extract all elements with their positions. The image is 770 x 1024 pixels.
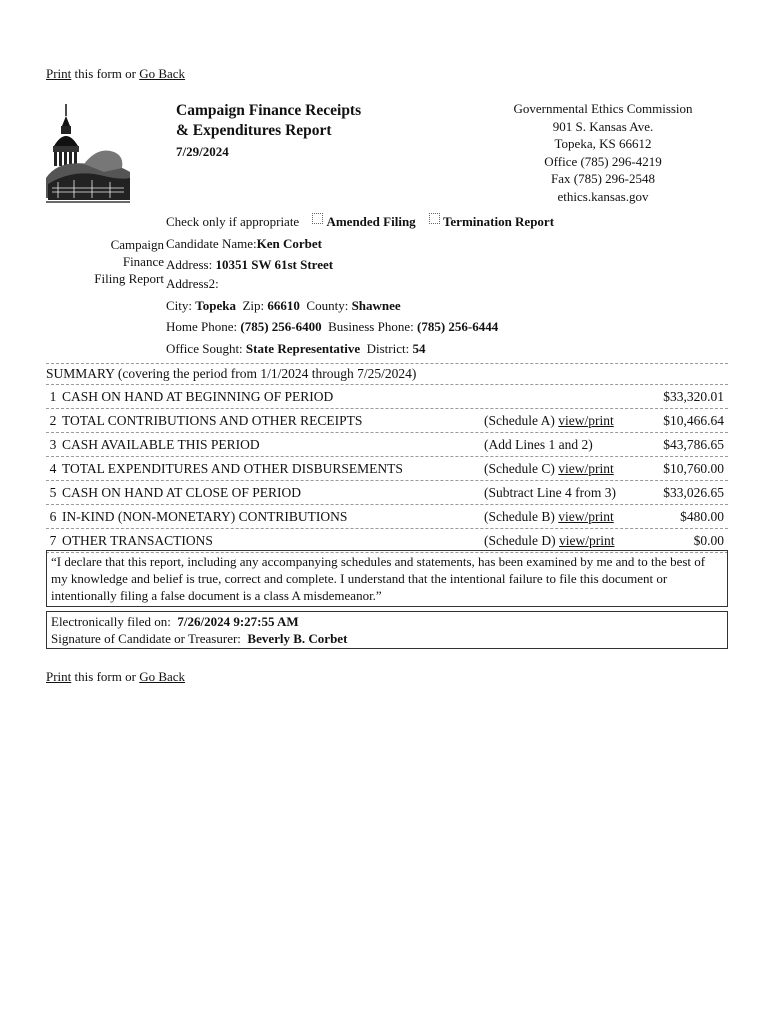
agency-website: ethics.kansas.gov — [557, 188, 649, 204]
agency-office-phone: Office (785) 296-4219 — [544, 153, 662, 169]
city-value: Topeka — [195, 298, 236, 313]
agency-address — [490, 100, 716, 205]
district-value: 54 — [412, 341, 426, 356]
side-label-campaign: Campaign — [110, 237, 164, 252]
business-phone-label: Business Phone: — [328, 319, 414, 334]
signature-value: Beverly B. Corbet — [247, 631, 348, 646]
candidate-phone-line — [166, 319, 498, 335]
summary-row — [46, 433, 728, 457]
summary-table — [46, 363, 728, 553]
print-link-bottom[interactable]: Print — [46, 669, 72, 684]
schedule-cell — [484, 509, 614, 525]
go-back-link[interactable]: Go Back — [139, 66, 186, 81]
top-nav — [46, 66, 185, 82]
schedule-ref: (Add Lines 1 and 2) — [484, 437, 593, 452]
nav-text-bottom: this form or — [74, 669, 136, 684]
line-amount: $43,786.65 — [663, 437, 724, 452]
filed-on-line — [51, 613, 723, 630]
summary-rows — [46, 385, 728, 553]
capitol-seal-icon — [44, 102, 132, 206]
amended-filing-label: Amended Filing — [326, 214, 416, 229]
home-phone-value: (785) 256-6400 — [240, 319, 322, 334]
report-title-line1: Campaign Finance Receipts — [176, 102, 362, 119]
zip-value: 66610 — [267, 298, 300, 313]
agency-name: Governmental Ethics Commission — [513, 101, 693, 116]
schedule-ref: (Schedule C) — [484, 461, 555, 476]
report-title-line2: & Expenditures Report — [176, 122, 332, 139]
agency-street: 901 S. Kansas Ave. — [552, 118, 654, 134]
declaration-text: “I declare that this report, including any accompanying schedules and statements, has been examined by me and to the best of my knowledge and belief is true, correct and complete. I understand that the intentional failure to file this document or intentionally filing a false document is a class A misdemeanor.” — [51, 554, 706, 603]
report-title-block — [176, 101, 361, 160]
nav-text: this form or — [74, 66, 136, 81]
filing-type-intro: Check only if appropriate — [166, 214, 300, 229]
summary-row — [46, 481, 728, 505]
schedule-cell — [484, 437, 593, 453]
county-value: Shawnee — [351, 298, 401, 313]
summary-row — [46, 505, 728, 529]
filed-on-value: 7/26/2024 9:27:55 AM — [177, 614, 299, 629]
filing-info-box — [46, 611, 728, 649]
zip-label: Zip: — [242, 298, 265, 313]
schedule-cell — [484, 413, 614, 429]
signature-label: Signature of Candidate or Treasurer: — [51, 631, 241, 646]
line-label: IN-KIND (NON-MONETARY) CONTRIBUTIONS — [62, 509, 348, 524]
summary-row — [46, 457, 728, 481]
address-value: 10351 SW 61st Street — [215, 257, 334, 272]
candidate-address2-line — [166, 276, 219, 292]
address-label: Address: — [166, 257, 213, 272]
candidate-name-line — [166, 236, 322, 252]
office-value: State Representative — [245, 341, 361, 356]
filing-type-row — [166, 213, 554, 230]
view-print-link[interactable]: view/print — [558, 413, 614, 428]
line-number: 2 — [49, 413, 57, 428]
line-amount: $33,320.01 — [663, 389, 724, 404]
line-number: 4 — [49, 461, 57, 476]
side-label-filing-report: Filing Report — [94, 271, 164, 286]
city-label: City: — [166, 298, 193, 313]
line-number: 6 — [49, 509, 57, 524]
bottom-nav — [46, 669, 185, 685]
declaration-box — [46, 550, 728, 607]
line-number: 7 — [49, 533, 57, 548]
schedule-ref: (Subtract Line 4 from 3) — [484, 485, 616, 500]
summary-row — [46, 409, 728, 433]
signature-line — [51, 630, 723, 647]
side-label-finance: Finance — [122, 254, 164, 269]
candidate-office-line — [166, 341, 425, 357]
view-print-link[interactable]: view/print — [558, 461, 614, 476]
county-label: County: — [306, 298, 349, 313]
candidate-name-label: Candidate Name: — [166, 236, 257, 251]
summary-heading-row — [46, 363, 728, 385]
line-number: 5 — [49, 485, 57, 500]
amended-filing-checkbox[interactable] — [312, 213, 323, 224]
summary-row — [46, 385, 728, 409]
agency-city: Topeka, KS 66612 — [554, 136, 652, 151]
print-link[interactable]: Print — [46, 66, 72, 81]
view-print-link[interactable]: view/print — [558, 533, 615, 548]
schedule-ref: (Schedule B) — [484, 509, 555, 524]
candidate-city-line — [166, 298, 401, 314]
line-label: CASH ON HAND AT CLOSE OF PERIOD — [62, 485, 302, 500]
summary-heading: SUMMARY (covering the period from 1/1/2024 through 7/25/2024) — [46, 366, 417, 381]
address2-label: Address2: — [166, 276, 219, 291]
go-back-link-bottom[interactable]: Go Back — [139, 669, 186, 684]
schedule-ref: (Schedule D) — [484, 533, 556, 548]
line-label: TOTAL CONTRIBUTIONS AND OTHER RECEIPTS — [62, 413, 363, 428]
termination-report-label: Termination Report — [442, 214, 555, 229]
filed-on-label: Electronically filed on: — [51, 614, 171, 629]
line-label: CASH AVAILABLE THIS PERIOD — [62, 437, 260, 452]
line-label: OTHER TRANSACTIONS — [62, 533, 213, 548]
line-amount: $33,026.65 — [663, 485, 724, 500]
schedule-cell — [484, 461, 614, 477]
line-amount: $0.00 — [693, 533, 724, 548]
business-phone-value: (785) 256-6444 — [416, 319, 499, 334]
schedule-ref: (Schedule A) — [484, 413, 555, 428]
line-number: 1 — [49, 389, 57, 404]
district-label: District: — [366, 341, 410, 356]
schedule-cell — [484, 533, 614, 549]
termination-report-checkbox[interactable] — [429, 213, 440, 224]
line-amount: $480.00 — [680, 509, 724, 524]
home-phone-label: Home Phone: — [166, 319, 238, 334]
candidate-name-value: Ken Corbet — [256, 236, 322, 251]
line-amount: $10,760.00 — [663, 461, 724, 476]
line-amount: $10,466.64 — [663, 413, 724, 428]
view-print-link[interactable]: view/print — [558, 509, 614, 524]
line-label: TOTAL EXPENDITURES AND OTHER DISBURSEMENTS — [62, 461, 403, 476]
candidate-address-line — [166, 257, 333, 273]
line-number: 3 — [49, 437, 57, 452]
report-date: 7/29/2024 — [176, 144, 229, 159]
schedule-cell — [484, 485, 616, 501]
office-label: Office Sought: — [166, 341, 243, 356]
line-label: CASH ON HAND AT BEGINNING OF PERIOD — [62, 389, 334, 404]
agency-fax: Fax (785) 296-2548 — [551, 171, 655, 186]
